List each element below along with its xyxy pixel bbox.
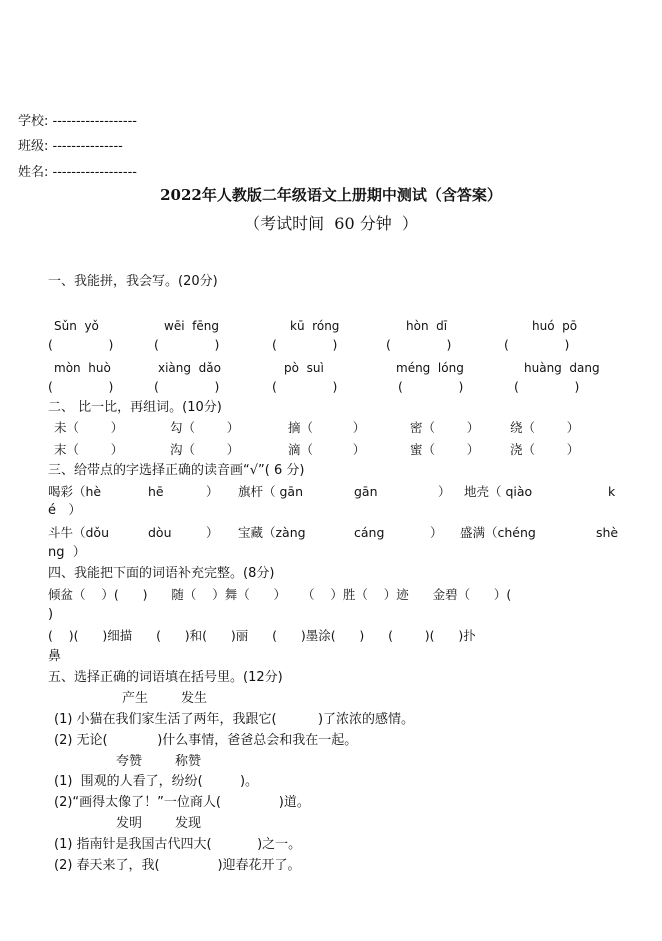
section-1-heading: 一、我能拼，我会写。(20分) [48,274,218,289]
answer-blank[interactable]: ( ) [272,379,338,394]
pinyin-item: wēi fēng [164,319,219,333]
section-4-heading: 四、我能把下面的词语补充完整。(8分) [48,566,275,581]
reading-row-2-cont: ng ） [48,545,86,560]
compare-item[interactable]: 密（ ） [410,420,480,435]
reading-row-2 [48,524,619,686]
word-choices-3: 发明 发现 [116,816,202,831]
pinyin-item: kū róng [290,319,340,333]
answer-blank[interactable]: ( ) [154,337,220,352]
reading-option[interactable]: cáng [354,525,385,540]
idiom-row-2-cont: 鼻 [48,649,62,664]
answer-blank[interactable]: ( ) [386,337,452,352]
reading-word: 盛满（chéng [460,525,536,540]
word-choices-2: 夸赞 称赞 [116,754,202,769]
compare-item[interactable]: 滴（ ） [288,442,366,457]
compare-item[interactable]: 末（ ） [54,442,124,457]
answer-blank[interactable]: ( ) [514,379,580,394]
compare-item[interactable]: 勾（ ） [170,420,240,435]
reading-bracket: ） [430,525,443,540]
reading-word: 旗杆（ gān [238,484,303,499]
page-subtitle: （考试时间 60 分钟 ） [244,214,418,233]
compare-item[interactable]: 摘（ ） [288,420,366,435]
idiom-row-2[interactable]: ( )( )细描 ( )和( )丽 ( )墨涂( ) ( )( )扑 [48,628,476,643]
reading-option[interactable]: k [608,484,616,499]
question-2-2[interactable]: (2)“画得太像了！”一位商人( )道。 [54,795,310,810]
pinyin-item: hòn dī [406,319,448,333]
reading-row-1-cont: é ） [48,503,82,518]
question-3-2[interactable]: (2) 春天来了，我( )迎春花开了。 [54,858,301,873]
answer-blank[interactable]: ( ) [48,379,114,394]
answer-blank[interactable]: ( ) [504,337,570,352]
answer-blank[interactable]: ( ) [398,379,464,394]
idiom-row-1-cont: ) [48,607,54,622]
answer-blank[interactable]: ( ) [272,337,338,352]
pinyin-item: mòn huò [54,361,111,375]
student-name-field: 姓名: ------------------ [18,165,137,180]
pinyin-item: Sǔn yǒ [54,319,99,333]
compare-item[interactable]: 蜜（ ） [410,442,480,457]
class-field: 班级: --------------- [18,139,123,154]
page-title: 2022年人教版二年级语文上册期中测试（含答案） [160,186,502,204]
pinyin-item: méng lóng [396,361,464,375]
pinyin-item: pò suì [284,361,324,375]
section-5-heading: 五、选择正确的词语填在括号里。(12分) [48,670,283,685]
reading-bracket: ） [206,525,219,540]
reading-word: 斗牛（dǒu [48,525,110,540]
pinyin-item: huàng dang [524,361,600,375]
reading-bracket: ） [206,484,219,499]
reading-option[interactable]: shè [596,525,619,540]
compare-item[interactable]: 浇（ ） [510,442,580,457]
section-3-heading: 三、给带点的字选择正确的读音画“√”( 6 分) [48,463,305,478]
reading-option[interactable]: hē [148,484,164,499]
answer-blank[interactable]: ( ) [154,379,220,394]
reading-option[interactable]: dòu [148,525,172,540]
answer-blank[interactable]: ( ) [48,337,114,352]
pinyin-item: xiàng dǎo [158,361,221,375]
compare-item[interactable]: 沟（ ） [170,442,240,457]
question-1-1[interactable]: (1) 小猫在我们家生活了两年，我跟它( )了浓浓的感情。 [54,712,415,727]
question-2-1[interactable]: (1) 围观的人看了，纷纷( )。 [54,774,259,789]
question-3-1[interactable]: (1) 指南针是我国古代四大( )之一。 [54,837,302,852]
reading-bracket: ） [438,484,451,499]
pinyin-item: huó pō [532,319,578,333]
section-2-heading: 二、 比一比，再组词。(10分) [48,400,222,415]
reading-word: 地壳（ qiào [464,484,533,499]
question-1-2[interactable]: (2) 无论( )什么事情，爸爸总会和我在一起。 [54,733,358,748]
word-choices-1: 产生 发生 [122,691,208,706]
compare-item[interactable]: 未（ ） [54,420,124,435]
compare-item[interactable]: 绕（ ） [510,420,580,435]
school-field: 学校: ------------------ [18,114,137,129]
reading-word: 宝藏（zàng [238,525,306,540]
reading-word: 喝彩（hè [48,484,102,499]
idiom-row-1[interactable]: 倾盆（ ）( ) 随（ ）舞（ ） （ ）胜（ ）迹 金碧（ ）( [48,587,512,602]
reading-option[interactable]: gān [354,484,378,499]
